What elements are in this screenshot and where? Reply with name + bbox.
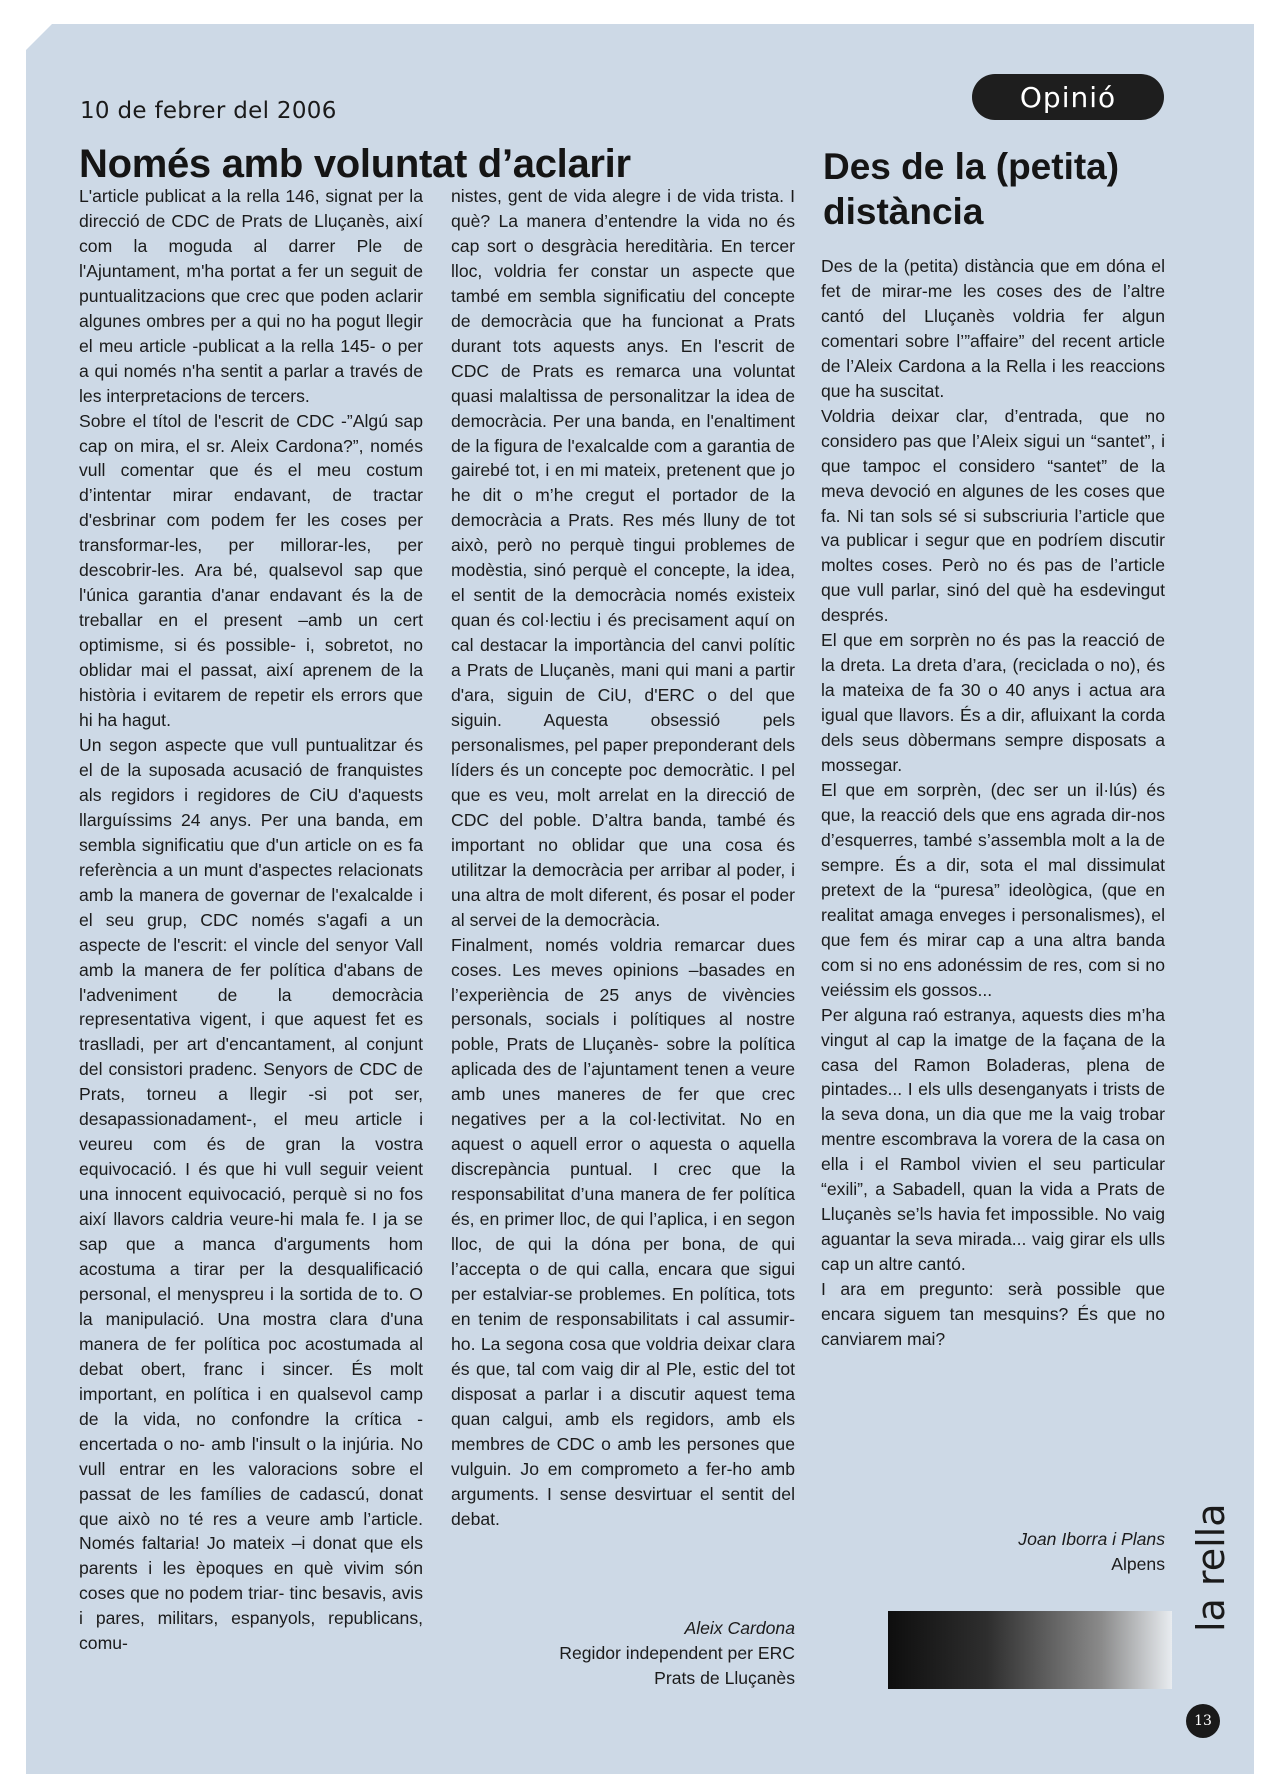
article-paragraph: Voldria deixar clar, d’entrada, que no considero pas que l’Aleix sigui un “santet”, i que tampoc el considero “santet” de la meva devoció en algunes de les coses que fa. Ni tan sols sé si subscriuria l’article que va publicar i segur que en podríem discutir moltes coses. Però no és pas de l’article que vull parlar, sinó del què ha esdevingut després. [821, 405, 1165, 626]
author-role: Regidor independent per ERC [559, 1642, 795, 1663]
page-corner-fold [26, 24, 52, 50]
article-paragraph: El que em sorprèn no és pas la reacció de la dreta. La dreta d’ara, (reciclada o no), és la mateixa de fa 30 o 40 anys i actua ara igual que llavors. És a dir, afluixant la corda dels seus dòbermans sempre disposats a mossegar. [821, 630, 1165, 776]
article-left-column-2 [451, 184, 795, 1531]
author-place: Prats de Lluçanès [654, 1667, 795, 1688]
article-paragraph: Des de la (petita) distància que em dóna el fet de mirar-me les coses des de l’altre cantó del Lluçanès voldria fer algun comentari sobre l’”affaire” del recent article de l’Aleix Cardona a la Rella i les reaccions que ha suscitat. [821, 256, 1165, 401]
section-label: Opinió [972, 74, 1164, 120]
article-paragraph: L'article publicat a la rella 146, signat per la direcció de CDC de Prats de Lluçanès, així com la moguda al darrer Ple de l'Ajuntament, m'ha portat a fer un seguit de puntualitzacions que crec que poden aclarir algunes ombres per a qui no ha pogut llegir el meu article -publicat a la rella 145- o per a qui només n'ha sentit a parlar a través de les interpretacions de tercers. [79, 186, 423, 406]
article-right-column [821, 254, 1165, 1352]
decorative-gradient-bar [888, 1611, 1172, 1689]
article-paragraph: El que em sorprèn, (dec ser un il·lús) és que, la reacció dels que ens agrada dir-nos d’esquerres, també s’assembla molt a la de sempre. És a dir, sota el mal dissimulat pretext de la “puresa” ideològica, (que en realitat amaga enveges i personalismes), el que fem és mirar cap a una altra banda com si no ens adonéssim de res, com si no veiéssim els gossos... [821, 780, 1165, 1000]
article-right-title: Des de la (petita) distància [823, 146, 1120, 232]
article-paragraph: Per alguna raó estranya, aquests dies m’ha vingut al cap la imatge de la façana de la casa del Ramon Boladeras, plena de pintades... I els ulls desenganyats i trists de la seva dona, un dia que me la vaig trobar mentre escombrava la vorera de la casa on ella i el Rambol vivien el seu particular “exili”, a Sabadell, quan la vida a Prats de Lluçanès se’ls havia fet impossible. No vaig aguantar la seva mirada... vaig girar els ulls cap un altre cantó. [821, 1004, 1165, 1275]
article-right-signature [821, 1527, 1165, 1577]
issue-date: 10 de febrer del 2006 [80, 98, 337, 124]
article-left-signature [451, 1616, 795, 1691]
article-paragraph: Finalment, només voldria remarcar dues coses. Les meves opinions –basades en l’experiència de 25 anys de vivències personals, socials i polítiques al nostre poble, Prats de Lluçanès- sobre la política aplicada des de l’ajuntament tenen a veure amb unes maneres de fer que crec negatives per a la col·lectivitat. No en aquest o aquell error o aquesta o aquella discrepància puntual. I crec que la responsabilitat d’una manera de fer política és, en primer lloc, de qui l’aplica, i en segon lloc, de qui la dóna per bona, de qui l’accepta o de qui calla, encara que sigui per estalviar-se problemes. En política, tots en tenim de responsabilitats i cal assumir-ho. La segona cosa que voldria deixar clara és que, tal com vaig dir al Ple, estic del tot disposat a parlar i a discutir aquest tema quan calgui, amb els regidors, amb els membres de CDC o amb les persones que vulguin. Jo em comprometo a fer-ho amb arguments. I sense desvirtuar el sentit del debat. [451, 934, 795, 1529]
author-name: Joan Iborra i Plans [1018, 1529, 1165, 1549]
author-place: Alpens [1111, 1553, 1165, 1574]
article-left-title: Només amb voluntat d’aclarir [79, 142, 631, 186]
page-number-badge: 13 [1186, 1704, 1220, 1738]
newspaper-page [26, 24, 1254, 1774]
article-paragraph: I ara em pregunto: serà possible que encara siguem tan mesquins? És que no canviarem mai? [821, 1279, 1165, 1349]
magazine-logo: la rella [1189, 1503, 1233, 1632]
article-left-column-1 [79, 184, 423, 1656]
article-paragraph: Sobre el títol de l'escrit de CDC -”Algú sap cap on mira, el sr. Aleix Cardona?”, només vull comentar que és el meu costum d’intentar mirar endavant, de tractar d'esbrinar com podem fer les coses per transformar-les, per millorar-les, per descobrir-les. Ara bé, qualsevol sap que l'única garantia d'anar endavant és la de treballar en el present –amb un cert optimisme, si és possible- i, sobretot, no oblidar mai el passat, així aprenem de la història i evitarem de repetir els errors que hi ha hagut. [79, 410, 423, 731]
article-paragraph: Un segon aspecte que vull puntualitzar és el de la suposada acusació de franquistes als regidors i regidores de CiU d'aquests llarguíssims 24 anys. Per una banda, em sembla significatiu que d'un article on es fa referència a un munt d'aspectes relacionats amb la manera de governar de l'exalcalde i el seu grup, CDC només s'agafi a un aspecte de l'escrit: el vincle del senyor Vall amb la manera de fer política d'abans de l'adveniment de la democràcia representativa vigent, i que aquest fet es traslladi, per art d'encantament, al conjunt del consistori pradenc. Senyors de CDC de Prats, torneu a llegir -si pot ser, desapassionadament-, el meu article i veureu com és de gran la vostra equivocació. I és que hi vull seguir veient una innocent equivocació, perquè si no fos així llavors caldria veure-hi mala fe. I ja se sap que a manca d'arguments hom acostuma a tirar per la desqualificació personal, el menyspreu i la sortida de to. O la manipulació. Una mostra clara d'una manera de fer política poc acostumada al debat obert, franc i sincer. És molt important, en política i en qualsevol camp de la vida, no confondre la crítica -encertada o no- amb l'insult o la injúria. No vull entrar en les valoracions sobre el passat de les famílies de cadascú, donat que això no té res a veure amb l’article. Només faltaria! Jo mateix –i donat que els parents i les èpoques en què vivim són coses que no podem triar- tinc besavis, avis i pares, militars, espanyols, republicans, comu- [79, 734, 423, 1654]
article-paragraph: nistes, gent de vida alegre i de vida trista. I què? La manera d’entendre la vida no és cap sort o desgràcia hereditària. En tercer lloc, voldria fer constar un aspecte que també em sembla significatiu del concepte de democràcia que ha funcionat a Prats durant tots aquests anys. En l'escrit de CDC de Prats es remarca una voluntat quasi malaltissa de personalitzar la idea de democràcia. Per una banda, en l'enaltiment de la figura de l'exalcalde com a garantia de gairebé tot, i en mi mateix, pretenent que jo he dit o m’he cregut el portador de la democràcia a Prats. Res més lluny de tot això, però no perquè tingui problemes de modèstia, sinó perquè el concepte, la idea, el sentit de la democràcia només existeix quan és col·lectiu i és precisament aquí on cal destacar la importància del canvi polític a Prats de Lluçanès, mani qui mani a partir d'ara, siguin de CiU, d'ERC o del que siguin. Aquesta obsessió pels personalismes, pel paper preponderant dels líders és un concepte poc democràtic. I pel que es veu, molt arrelat en la direcció de CDC del poble. D’altra banda, també és important no oblidar que una cosa és utilitzar la democràcia per arribar al poder, i una altra de molt diferent, és posar el poder al servei de la democràcia. [451, 186, 795, 930]
author-name: Aleix Cardona [684, 1618, 795, 1638]
